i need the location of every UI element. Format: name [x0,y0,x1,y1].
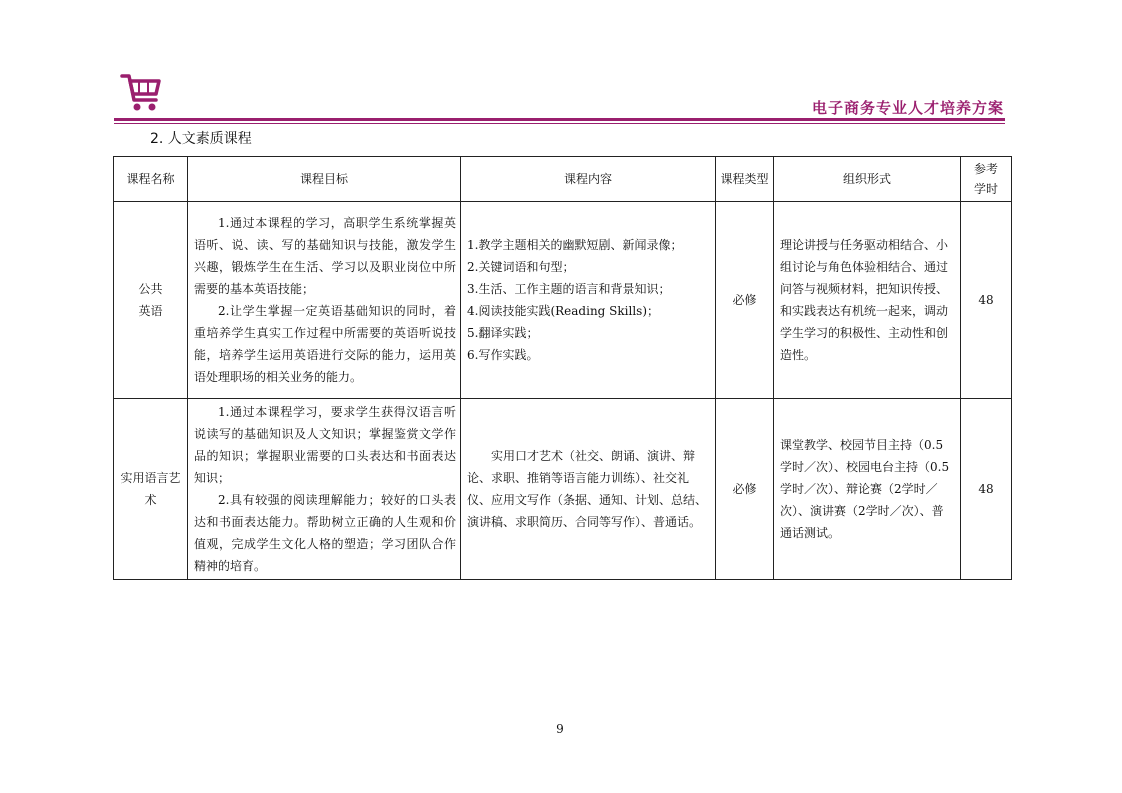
column-header: 课程内容 [461,157,716,202]
organization-text: 课堂教学、校园节目主持（0.5学时／次）、校园电台主持（0.5学时／次）、辩论赛（2学时／次）、演讲赛（2学时／次）、普通话测试。 [780,438,950,540]
page-number: 9 [556,722,564,736]
course-type-cell: 必修 [716,399,774,580]
content-item: 6.写作实践。 [467,348,539,362]
course-goal-cell [188,399,461,580]
course-goal-cell [188,202,461,399]
table-header-row [114,157,1012,202]
header-divider-thin [114,123,1005,124]
organization-text: 理论讲授与任务驱动相结合、小组讨论与角色体验相结合、通过问答与视频材料，把知识传授、和实践表达有机统一起来，调动学生学习的积极性、主动性和创造性。 [780,238,949,362]
content-item: 3.生活、工作主题的语言和背景知识； [467,282,671,296]
content-item: 1.教学主题相关的幽默短剧、新闻录像； [467,238,683,252]
course-table [113,156,1012,580]
column-header: 课程类型 [716,157,774,202]
content-item: 4.阅读技能实践(Reading Skills)； [467,304,660,318]
goal-paragraph: 2.让学生掌握一定英语基础知识的同时，着重培养学生真实工作过程中所需要的英语听说技能，培养学生运用英语进行交际的能力，运用英语处理职场的相关业务的能力。 [194,304,456,384]
hours-cell: 48 [961,399,1012,580]
goal-paragraph: 1.通过本课程学习，要求学生获得汉语言听说读写的基础知识及人文知识；掌握鉴赏文学作品的知识；掌握职业需要的口头表达和书面表达知识； [194,405,456,485]
course-content-cell [461,202,716,399]
shopping-cart-icon [120,72,162,114]
section-title: 2. 人文素质课程 [150,131,252,147]
column-header: 课程目标 [188,157,461,202]
course-type-cell: 必修 [716,202,774,399]
course-content-cell [461,399,716,580]
organization-cell [774,202,961,399]
document-header-title: 电子商务专业人才培养方案 [811,99,1004,117]
table-row [114,202,1012,399]
organization-cell [774,399,961,580]
goal-paragraph: 1.通过本课程的学习，高职学生系统掌握英语听、说、读、写的基础知识与技能，激发学生兴趣，锻炼学生在生活、学习以及职业岗位中所需要的基本英语技能； [194,216,456,296]
content-item: 5.翻译实践； [467,326,539,340]
hours-cell: 48 [961,202,1012,399]
header-divider [114,118,1005,121]
content-item: 2.关键词语和句型； [467,260,575,274]
content-text: 实用口才艺术（社交、朗诵、演讲、辩论、求职、推销等语言能力训练）、社交礼仪、应用文写作（条据、通知、计划、总结、演讲稿、求职简历、合同等写作）、普通话。 [467,449,708,529]
table-row [114,399,1012,580]
column-header: 课程名称 [114,157,188,202]
column-header: 组织形式 [774,157,961,202]
course-name-cell: 实用语言艺术 [114,399,188,580]
column-header: 参考学时 [961,157,1012,202]
goal-paragraph: 2.具有较强的阅读理解能力；较好的口头表达和书面表达能力。帮助树立正确的人生观和价值观，完成学生文化人格的塑造；学习团队合作精神的培育。 [194,493,456,573]
course-name-cell: 公共英语 [114,202,188,399]
